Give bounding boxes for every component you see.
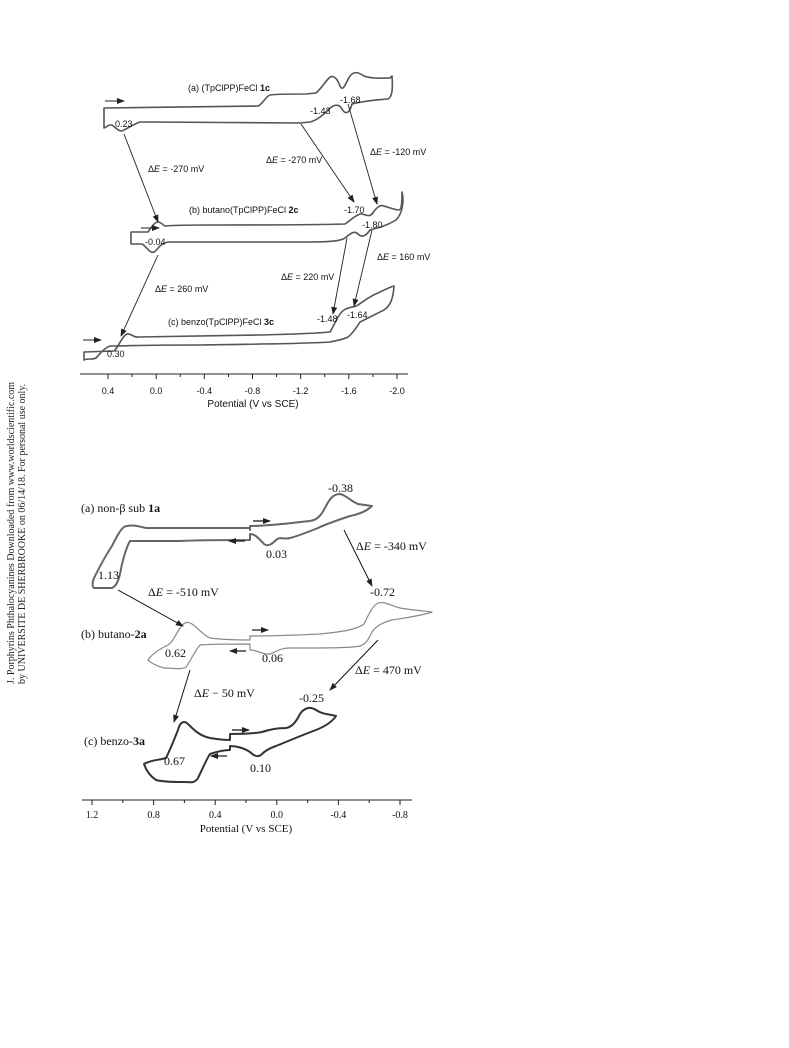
- top-x-axis-title: Potential (V vs SCE): [207, 399, 299, 410]
- shift-arrow-top-6: [354, 230, 372, 306]
- delta-e-top-1: ΔE = -270 mV: [148, 164, 205, 174]
- top-axis-tick-label-2: -0.4: [196, 386, 213, 396]
- top-shift-arrows: [121, 104, 377, 336]
- delta-e-top-4: ΔE = 260 mV: [155, 284, 209, 294]
- top-sweep-arrows: [83, 101, 159, 340]
- bottom-axis-tick-label-1: 0.8: [147, 810, 160, 821]
- peak-label-2a-b: 0.62: [165, 646, 186, 660]
- peak-label-1c-a: 0.23: [115, 119, 133, 129]
- delta-e-bottom-4: ΔE − 50 mV: [194, 686, 255, 700]
- shift-arrow-top-5: [333, 238, 347, 314]
- bottom-axis-tick-label-2: 0.4: [208, 810, 222, 821]
- peak-label-3a-a: -0.25: [299, 691, 324, 705]
- bottom-axis-tick-label-3: 0.0: [270, 810, 284, 821]
- delta-e-bottom-1: ΔE = -340 mV: [356, 539, 427, 553]
- top-chart: [80, 73, 430, 410]
- delta-e-top-2: ΔE = -270 mV: [266, 155, 323, 165]
- series-label-1a: (a) non-β sub 1a: [81, 501, 161, 515]
- bottom-axis-tick-label-5: -0.8: [392, 810, 408, 821]
- shift-arrow-top-1: [124, 134, 158, 222]
- top-axis-tick-label-1: 0.0: [149, 386, 163, 396]
- cv-curve-3a: [144, 708, 336, 782]
- series-label-2c: (b) butano(TpClPP)FeCl 2c: [189, 205, 299, 215]
- series-label-1c: (a) (TpClPP)FeCl 1c: [188, 83, 271, 93]
- series-label-3a: (c) benzo-3a: [84, 734, 145, 748]
- top-axis-tick-label-5: -1.6: [341, 386, 357, 396]
- top-x-axis: [80, 374, 408, 410]
- sidenote-line-2: by UNIVERSITE DE SHERBROOKE on 06/14/18. For personal use only.: [17, 383, 28, 684]
- sidenote-line-1: J. Porphyrins Phthalocyanines Downloaded from www.worldscientific.com: [6, 381, 17, 684]
- shift-arrow-top-4: [121, 255, 158, 336]
- delta-e-bottom-2: ΔE = -510 mV: [148, 585, 219, 599]
- shift-arrow-bottom-4: [174, 670, 190, 722]
- top-axis-tick-label-6: -2.0: [389, 386, 405, 396]
- series-label-3c: (c) benzo(TpClPP)FeCl 3c: [168, 317, 275, 327]
- peak-label-1a-c: 1.13: [98, 568, 119, 582]
- peak-label-3c-a: 0.30: [107, 349, 125, 359]
- bottom-axis-tick-label-4: -0.4: [330, 810, 347, 821]
- bottom-chart: [81, 481, 432, 835]
- delta-e-top-5: ΔE = 220 mV: [281, 272, 335, 282]
- top-axis-tick-label-4: -1.2: [292, 386, 309, 396]
- peak-label-3c-c: -1.64: [347, 310, 368, 320]
- peak-label-2c-a: -0.04: [145, 237, 166, 247]
- peak-label-1c-b: -1.43: [310, 106, 331, 116]
- peak-label-2c-b: -1.70: [344, 205, 365, 215]
- peak-label-3c-b: -1.48: [317, 314, 338, 324]
- series-label-2a: (b) butano-2a: [81, 627, 147, 641]
- peak-label-3a-b: 0.67: [164, 754, 185, 768]
- delta-e-bottom-3: ΔE = 470 mV: [355, 663, 422, 677]
- peak-label-2a-a: -0.72: [370, 585, 395, 599]
- cv-curve-2a: [148, 603, 432, 669]
- top-axis-tick-label-3: -0.8: [244, 386, 261, 396]
- peak-label-3a-c: 0.10: [250, 761, 271, 775]
- peak-label-2a-c: 0.06: [262, 651, 283, 665]
- peak-label-1a-a: -0.38: [328, 481, 353, 495]
- bottom-axis-tick-label-0: 1.2: [85, 810, 99, 821]
- peak-label-1c-c: -1.68: [340, 95, 361, 105]
- delta-e-top-6: ΔE = 160 mV: [377, 252, 431, 262]
- peak-label-2c-c: -1.80: [362, 220, 383, 230]
- peak-label-1a-b: 0.03: [266, 547, 287, 561]
- bottom-x-axis-title: Potential (V vs SCE): [199, 823, 293, 835]
- top-axis-tick-label-0: 0.4: [101, 386, 115, 396]
- bottom-x-axis: [82, 800, 412, 835]
- delta-e-top-3: ΔE = -120 mV: [370, 147, 427, 157]
